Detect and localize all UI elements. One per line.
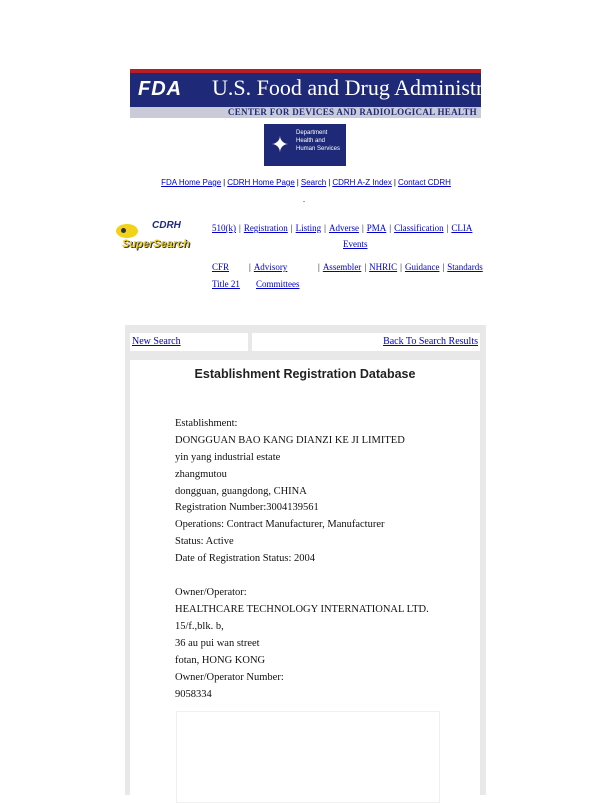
menu-row-3-committees [256,279,300,289]
nav-separator: | [393,178,396,187]
link-cdrh-az-index[interactable]: CDRH A-Z Index [332,178,392,187]
hhs-line: Health and [296,138,326,144]
banner-red-stripe [130,69,481,73]
menu-advisory[interactable]: Advisory [253,262,288,272]
menu-listing[interactable]: Listing [295,223,322,233]
menu-pma[interactable]: PMA [366,223,387,233]
registration-number: Registration Number:3004139561 [175,502,319,513]
nav-separator: | [223,178,226,187]
menu-nhric[interactable]: NHRIC [369,262,398,272]
menu-adverse-events[interactable]: Events [343,239,368,249]
link-fda-home[interactable]: FDA Home Page [161,178,222,187]
establishment-address-2: zhangmutou [175,469,227,480]
menu-standards[interactable]: Standards [447,262,483,272]
fda-logo: FDA [138,78,183,100]
back-to-results-link[interactable]: Back To Search Results [383,336,478,347]
establishment-name: DONGGUAN BAO KANG DIANZI KE JI LIMITED [175,435,405,446]
establishment-city: dongguan, guangdong, CHINA [175,486,307,497]
menu-row-1: 510(k) | Registration | Listing | Adverse | PMA | Classification | CLIA [212,223,473,233]
hhs-seal[interactable] [264,124,346,166]
menu-guidance[interactable]: Guidance [404,262,440,272]
menu-clia[interactable]: CLIA [451,223,473,233]
blank-content-box [176,711,440,803]
owner-address-2: 36 au pui wan street [175,638,260,649]
menu-row-2 [212,262,229,272]
eagle-icon: ✦ [270,132,290,157]
registration-status-date: Date of Registration Status: 2004 [175,553,315,564]
owner-name: HEALTHCARE TECHNOLOGY INTERNATIONAL LTD. [175,604,429,615]
agency-name: U.S. Food and Drug Administration [212,75,528,100]
menu-row-2-rest: | Assembler | NHRIC | Guidance | Standards [318,262,483,272]
operations: Operations: Contract Manufacturer, Manufacturer [175,519,385,530]
menu-classification[interactable]: Classification [394,223,444,233]
mascot-eye-icon [121,228,126,233]
menu-registration[interactable]: Registration [243,223,288,233]
menu-row-2-advisory: | Advisory [249,262,288,272]
menu-row-3 [212,279,240,289]
new-search-link[interactable]: New Search [132,336,181,347]
hhs-text [296,129,344,153]
center-name: CENTER FOR DEVICES AND RADIOLOGICAL HEALTH [227,107,477,117]
hhs-line: Human Services [296,146,341,152]
new-search-cell [130,333,248,351]
status: Status: Active [175,536,234,547]
nav-separator: | [328,178,331,187]
owner-number: 9058334 [175,689,212,700]
supersearch-mascot-icon [116,224,138,238]
owner-city: fotan, HONG KONG [175,655,266,666]
menu-cfr[interactable]: CFR [212,262,230,272]
link-search[interactable]: Search [300,178,327,187]
back-to-results-cell [252,333,480,351]
spacer-dot: . [303,195,305,204]
menu-assembler[interactable]: Assembler [322,262,362,272]
center-name-bar [130,107,481,118]
fda-banner[interactable] [130,69,528,118]
hhs-line: Department [296,130,328,136]
link-cdrh-home[interactable]: CDRH Home Page [227,178,295,187]
menu-510k[interactable]: 510(k) [212,223,236,233]
top-nav-links [120,178,492,187]
menu-row-1b [343,239,368,249]
supersearch-text: SuperSearch [122,238,190,250]
owner-number-label: Owner/Operator Number: [175,672,284,683]
cdrh-supersearch-logo[interactable] [112,218,202,256]
database-title: Establishment Registration Database [194,367,416,381]
menu-adverse[interactable]: Adverse [328,223,359,233]
nav-separator: | [296,178,299,187]
link-contact-cdrh[interactable]: Contact CDRH [397,178,451,187]
menu-title-21[interactable]: Title 21 [212,279,240,289]
owner-address-1: 15/f.,blk. b, [175,621,224,632]
owner-heading: Owner/Operator: [175,587,247,598]
supersearch-cdrh-text: CDRH [152,220,181,231]
establishment-address-1: yin yang industrial estate [175,452,281,463]
menu-committees[interactable]: Committees [256,279,300,289]
establishment-heading: Establishment: [175,418,238,429]
